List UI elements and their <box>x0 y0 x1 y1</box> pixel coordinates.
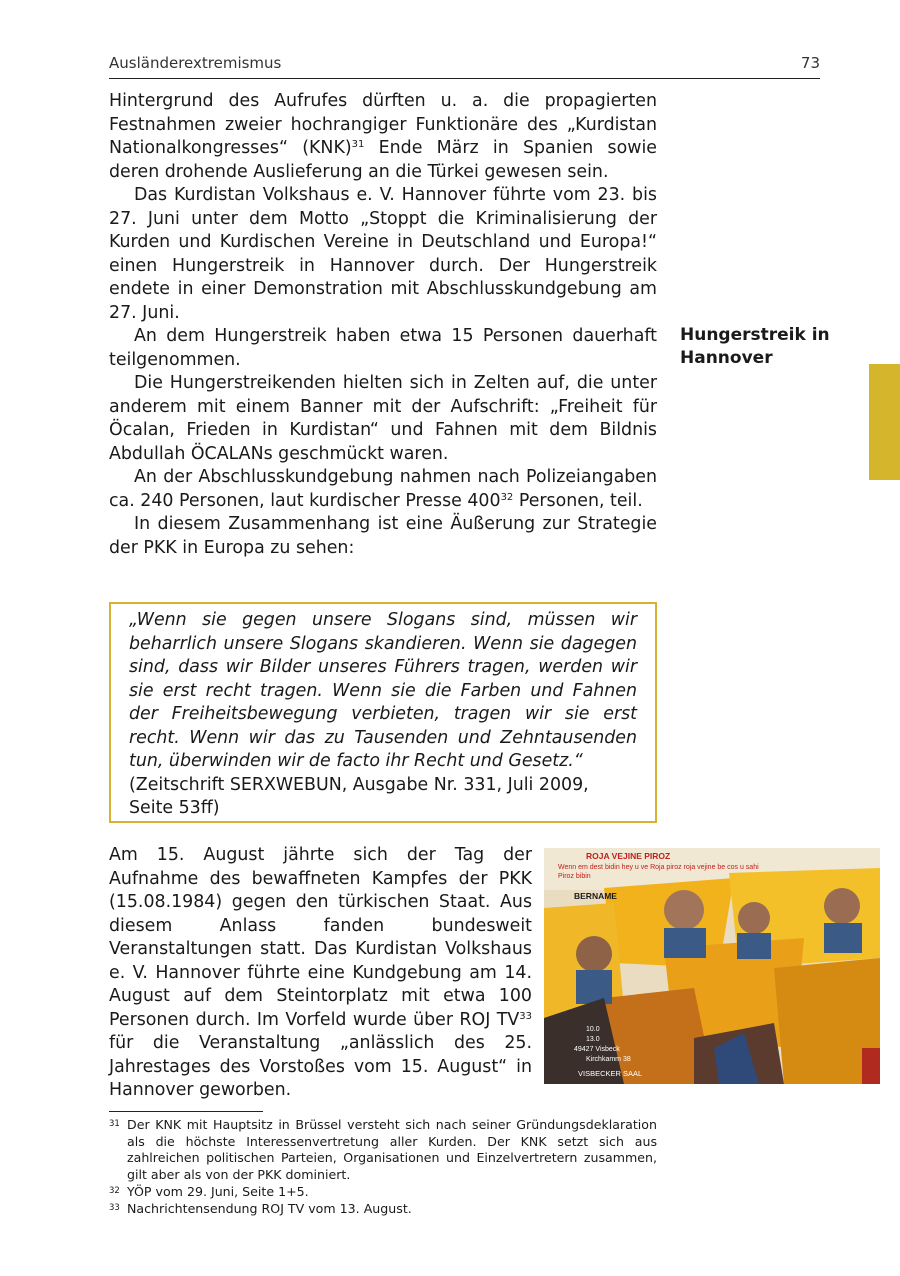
footnote-ref[interactable]: 32 <box>500 491 514 503</box>
footnote-number: 31 <box>109 1119 120 1129</box>
footnote-ref[interactable]: 31 <box>351 139 365 150</box>
section-title: Ausländerextremismus <box>109 54 282 72</box>
poster-venue: VISBECKER SAAL <box>578 1069 643 1078</box>
margin-heading: Hungerstreik in Hannover <box>680 325 830 368</box>
footnote-number: 33 <box>109 1202 120 1213</box>
poster-addr: 10.0 <box>586 1026 600 1033</box>
quote-source: (Zeitschrift SERXWEBUN, Ausgabe Nr. 331, Juli 2009, Seite 53ff) <box>129 774 589 818</box>
chapter-tab-marker <box>869 364 900 480</box>
paragraph: Das Kurdistan Volkshaus e. V. Hannover führte vom 23. bis 27. Juni unter dem Motto „Stoppt die Kriminalisierung der Kurden und Kurdischen Vereine in Deutschland und Europa!“ einen Hungerstreik in Hannover durch. Der Hungerstreik endete in einer Demonstration mit Abschlusskundgebung am 27. Juni. <box>109 185 657 323</box>
running-header <box>109 52 820 79</box>
lower-text <box>109 844 532 1103</box>
paragraph: An der Abschlusskundgebung nahmen nach Polizeiangaben ca. 240 Personen, laut kurdischer Presse $400^{32}$ Personen, teil. <box>109 467 657 511</box>
poster-headline: ROJA VEJINE PIROZ <box>586 851 671 861</box>
poster-photo-image <box>544 848 880 1084</box>
footnote-text: YÖP vom 29. Juni, Seite 1+5. <box>127 1183 309 1199</box>
poster-addr: Kirchkamm 38 <box>586 1056 631 1063</box>
paragraph: An dem Hungerstreik haben etwa 15 Personen dauerhaft teilgenommen. <box>109 326 657 370</box>
poster-addr: 49427 Visbeck <box>574 1046 620 1053</box>
footnote-text: Der KNK mit Hauptsitz in Brüssel versteht sich nach seiner Gründungsdeklaration als die höchste Interessenvertretung aller Kurden. Der KNK setzt sich aus zahlreichen politischen Parteien, Organisationen und Einzelvertretern zusammen, gilt aber als von der PKK dominiert. <box>127 1117 657 1183</box>
footnote-text: Nachrichtensendung ROJ TV vom 13. August. <box>127 1200 412 1216</box>
footnotes <box>109 1117 657 1217</box>
paragraph: Am 15. August jährte sich der Tag der Aufnahme des bewaffneten Kampfes der PKK (15.08.1984) gegen den türkischen Staat. Aus diesem Anlass fanden bundesweit Veranstaltungen statt. Das Kurdistan Volkshaus e. V. Hannover führte eine Kundgebung am 14. August auf dem Steintorplatz mit etwa 100 Personen durch. Im Vorfeld wurde über ROJ TV$^{33}$ für die Veranstaltung „anlässlich des 25. Jahrestages des Vorstoßes vom 15. August“ in Hannover geworben. <box>109 845 532 1100</box>
footnote-divider <box>109 1111 263 1112</box>
paragraph: Hintergrund des Aufrufes dürften u. a. die propagierten Festnahmen zweier hochrangiger Funktionäre des „Kurdistan Nationalkongresses“ (KNK)$^{31}$ Ende März in Spanien sowie deren drohende Auslieferung an die Türkei gewesen sein. <box>109 91 658 182</box>
footnote-ref[interactable]: 33 <box>519 1010 532 1022</box>
paragraph: In diesem Zusammenhang ist eine Äußerung zur Strategie der PKK in Europa zu sehen: <box>109 514 657 558</box>
footnote-number: 32 <box>109 1185 120 1196</box>
poster-label: BERNAME <box>574 891 617 901</box>
poster-subline-2: Piroz bibin <box>558 873 591 880</box>
footnote <box>109 1201 657 1218</box>
event-photo <box>544 848 880 1084</box>
paragraph: Die Hungerstreikenden hielten sich in Zelten auf, die unter anderem mit einem Banner mit der Aufschrift: „Freiheit für Öcalan, Frieden in Kurdistan“ und Fahnen mit dem Bildnis Abdullah ÖCALANs geschmückt waren. <box>109 373 657 464</box>
poster-addr: 13.0 <box>586 1036 600 1043</box>
footnote <box>109 1184 657 1201</box>
page-number: 73 <box>800 54 820 72</box>
footnote <box>109 1117 657 1184</box>
main-text <box>109 90 657 560</box>
quote-text: „Wenn sie gegen unsere Slogans sind, müssen wir beharrlich unsere Slogans skandieren. Wenn sie dagegen sind, dass wir Bilder unseres Führers tragen, werden wir sie erst recht tragen. Wenn sie die Farben und Fahnen der Freiheitsbewegung verbieten, tragen wir sie erst recht. Wenn wir das zu Tausenden und Zehntausenden tun, überwinden wir de facto ihr Recht und Gesetz.“ <box>129 610 637 771</box>
quote-box <box>109 602 657 823</box>
poster-subline: Wenn em dest bidin hey u ve Roja piroz roja vejine be cos u sahi <box>558 864 759 871</box>
